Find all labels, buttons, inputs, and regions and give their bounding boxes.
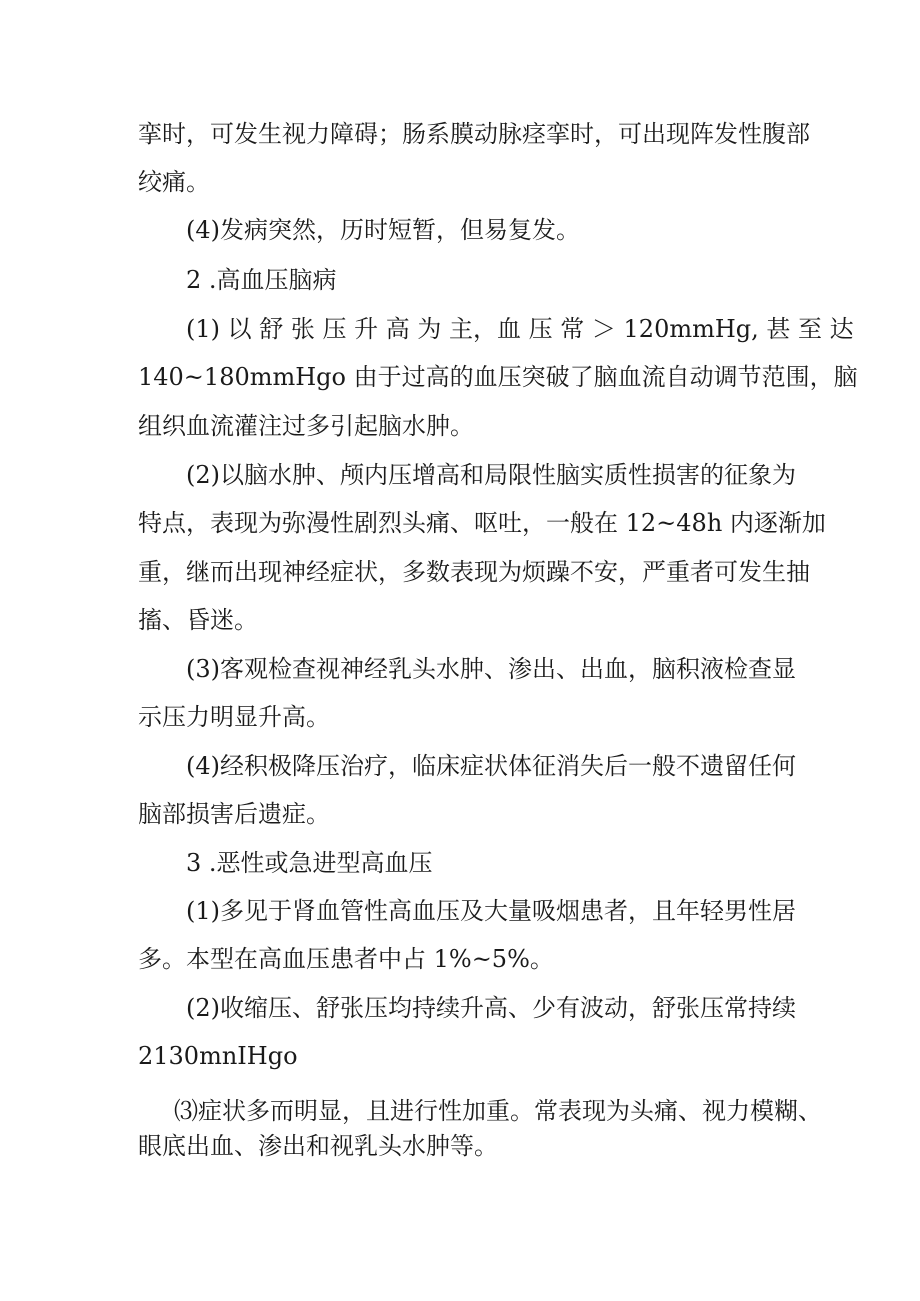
text-line: (3)客观检查视神经乳头水肿、渗出、出血，脑积液检查显 [186, 655, 796, 683]
text-line: 搐、昏迷。 [138, 606, 258, 634]
text-line: 特点，表现为弥漫性剧烈头痛、呕吐，一般在 12~48h 内逐渐加 [138, 509, 826, 537]
text-line: 2130mnIHgo [138, 1042, 298, 1070]
text-line: 眼底出血、渗出和视乳头水肿等。 [138, 1132, 498, 1160]
text-line: 示压力明显升高。 [138, 703, 330, 731]
text-line: (4)发病突然，历时短暂，但易复发。 [186, 216, 580, 244]
text-line: 组织血流灌注过多引起脑水肿。 [138, 412, 474, 440]
text-line: 140~180mmHgo 由于过高的血压突破了脑血流自动调节范围，脑 [138, 363, 858, 391]
text-line: (1)多见于肾血管性高血压及大量吸烟患者，且年轻男性居 [186, 897, 796, 925]
text-line: 多。本型在高血压患者中占 1%~5%。 [138, 945, 554, 973]
text-line: 挛时，可发生视力障碍；肠系膜动脉痉挛时，可出现阵发性腹部 [138, 120, 810, 148]
text-line: (4)经积极降压治疗，临床症状体征消失后一般不遗留任何 [186, 752, 796, 780]
text-line: (2)以脑水肿、颅内压增高和局限性脑实质性损害的征象为 [186, 461, 796, 489]
text-line: 重，继而出现神经症状，多数表现为烦躁不安，严重者可发生抽 [138, 558, 810, 586]
text-line: (2)收缩压、舒张压均持续升高、少有波动，舒张压常持续 [186, 994, 796, 1022]
text-line: ⑶症状多而明显，且进行性加重。常表现为头痛、视力模糊、 [174, 1097, 822, 1125]
section-heading: 3 .恶性或急进型高血压 [186, 849, 433, 877]
text-line: 绞痛。 [138, 168, 210, 196]
section-heading: 2 .高血压脑病 [186, 266, 337, 294]
text-line: (1) 以 舒 张 压 升 高 为 主，血 压 常 ＞ 120mmHg, 甚 至 达 [186, 315, 854, 343]
text-line: 脑部损害后遗症。 [138, 800, 330, 828]
